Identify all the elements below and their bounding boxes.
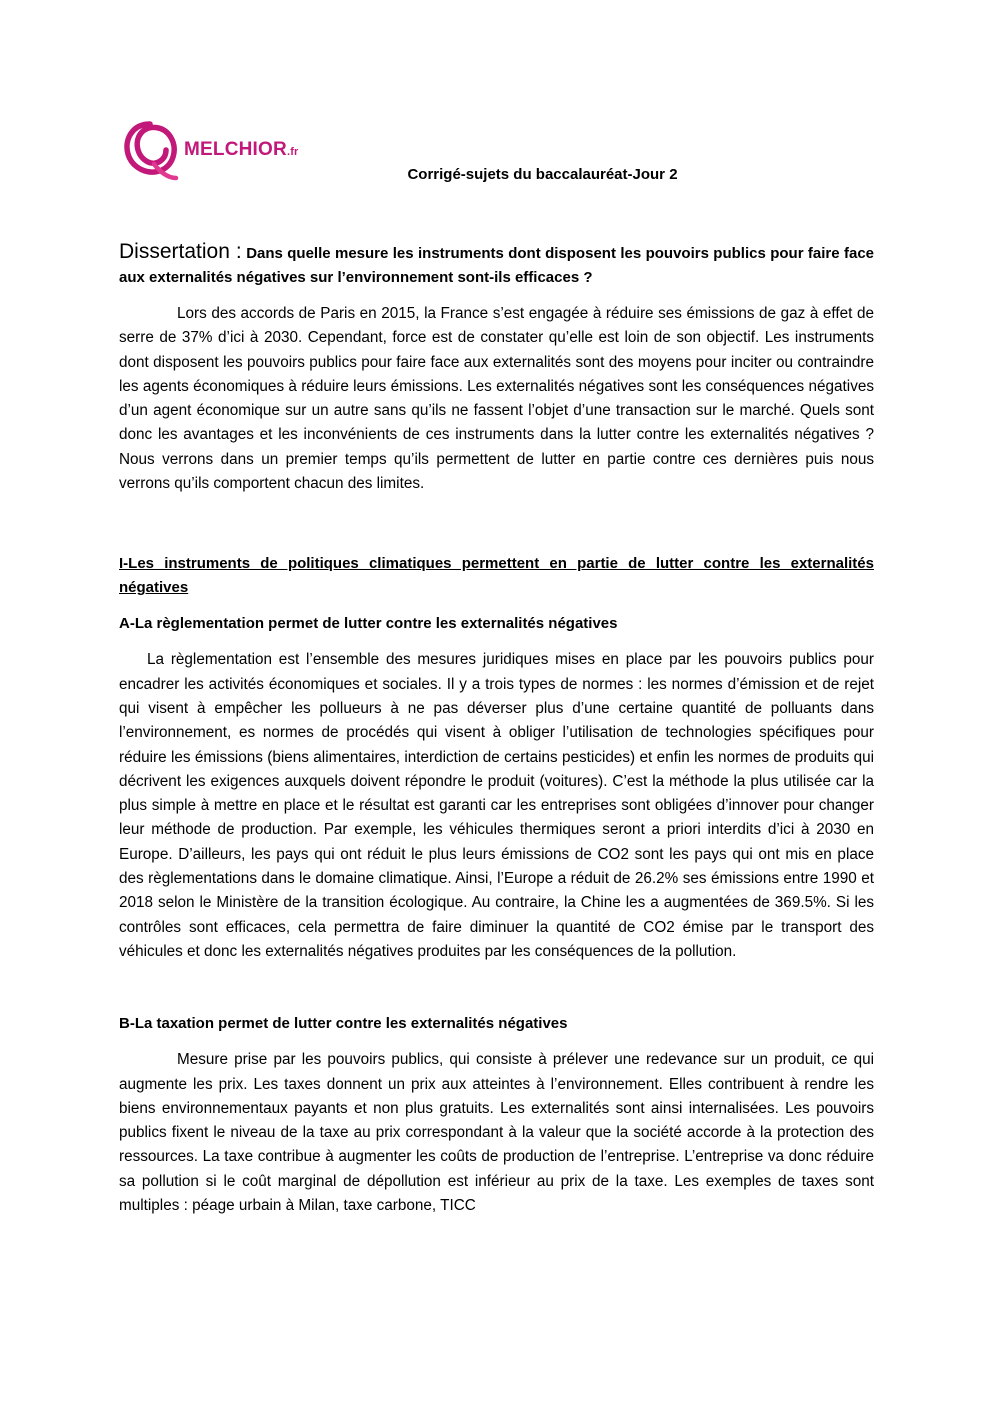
dissertation-heading [119, 240, 874, 290]
logo-brand: MELCHIOR [184, 139, 287, 160]
document-body [119, 240, 874, 1218]
sectionB-paragraph: Mesure prise par les pouvoirs publics, qui consiste à prélever une redevance sur un produit, ce qui augmente les prix. Les taxes donnent un prix aux atteintes à l’environnement. Elles contribuent à rendre les biens environnementaux payants et non plus gratuits. Les externalités sont ainsi internalisées. Les pouvoirs publics fixent le niveau de la taxe au prix correspondant à la valeur que la société accorde à la protection des ressources. La taxe contribue à augmenter les coûts de production de l’entreprise. L’entreprise va donc réduire sa pollution si le coût marginal de dépollution est inférieur au prix de la taxe. Les exemples de taxes sont multiples : péage urbain à Milan, taxe carbone, TICC [119, 1051, 874, 1215]
logo-tld: .fr [286, 146, 299, 158]
dissertation-label: Dissertation : [119, 240, 242, 263]
sectionA-paragraph: La règlementation est l’ensemble des mesures juridiques mises en place par les pouvoirs publics pour encadrer les activités économiques et sociales. Il y a trois types de normes : les normes d’émission et de rejet qui visent à empêcher les pollueurs à ne pas déverser plus d’une certaine quantité de polluants dans l’environnement, es normes de procédés qui visent à obliger l’utilisation de technologies spécifiques pour réduire les émissions (biens alimentaires, interdiction de certains pesticides) et enfin les normes de produits qui décrivent les exigences auxquels doivent répondre le produit (voitures). C’est la méthode la plus utilisée car la plus simple à mettre en place et le résultat est garanti car les entreprises sont obligées d’innover pour changer leur méthode de production. Par exemple, les véhicules thermiques seront a priori interdits d’ici à 2030 en Europe. D’ailleurs, les pays qui ont réduit le plus leurs émissions de CO2 sont les pays qui ont mis en place des règlementations dans le domaine climatique. Ainsi, l’Europe a réduit de 26.2% ses émissions entre 1990 et 2018 selon le Ministère de la transition écologique. Au contraire, la Chine les a augmentées de 369.5%. Si les contrôles sont efficaces, cela permettra de faire diminuer la quantité de CO2 émise par le transport des véhicules et donc les externalités négatives produites par les conséquences de la pollution. [119, 651, 874, 960]
page-header-title: Corrigé-sujets du baccalauréat-Jour 2 [407, 166, 678, 183]
dissertation-question: Dans quelle mesure les instruments dont disposent les pouvoirs publics pour faire face aux externalités négatives sur l’environnement sont-ils efficaces ? [119, 245, 875, 286]
logo-wordmark [184, 139, 299, 161]
part1-title: I-Les instruments de politiques climatiques permettent en partie de lutter contre les externalités négatives [119, 555, 874, 597]
sectionB-title: B-La taxation permet de lutter contre les externalités négatives [119, 1015, 568, 1033]
intro-paragraph: Lors des accords de Paris en 2015, la France s’est engagée à réduire ses émissions de gaz à effet de serre de 37% d’ici à 2030. Cependant, force est de constater qu’elle est loin de son objectif. Les instruments dont disposent les pouvoirs publics pour faire face aux externalités sont des moyens pour inciter ou contraindre les agents économiques à réduire leurs émissions. Les externalités négatives sont les conséquences négatives d’un agent économique sur un autre sans qu’ils ne fassent l’objet d’une transaction sur le marché. Quels sont donc les avantages et les inconvénients de ces instruments dans la lutter contre les externalités négatives ? Nous verrons dans un premier temps qu’ils permettent de lutter en partie contre ces dernières puis nous verrons qu’ils comportent chacun des limites. [119, 305, 874, 493]
sectionA-title: A-La règlementation permet de lutter contre les externalités négatives [119, 615, 618, 633]
